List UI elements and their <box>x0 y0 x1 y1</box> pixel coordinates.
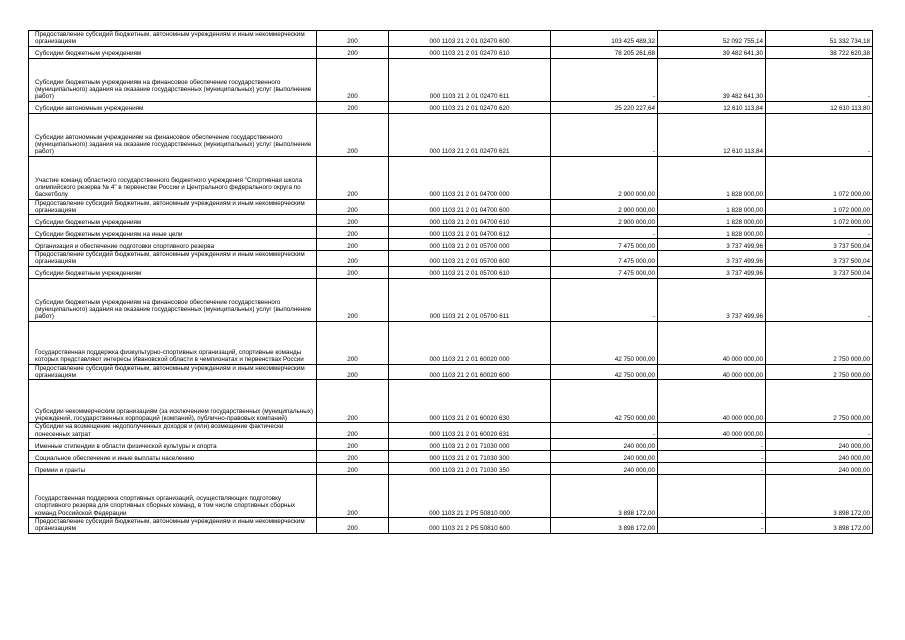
row-value-executed: - <box>658 517 766 533</box>
row-name: Именные стипендии в области физической культуры и спорта <box>29 438 317 450</box>
row-value-executed: 40 000 000,00 <box>658 321 766 364</box>
row-value-assigned: 240 000,00 <box>551 438 658 450</box>
row-name: Премии и гранты <box>29 462 317 474</box>
table-row <box>29 227 873 239</box>
table-row <box>29 156 873 199</box>
row-code: 200 <box>317 423 389 439</box>
row-value-executed: 40 000 000,00 <box>658 423 766 439</box>
row-code: 200 <box>317 321 389 364</box>
row-code: 200 <box>317 517 389 533</box>
row-value-assigned: - <box>551 58 658 101</box>
row-value-executed: 1 828 000,00 <box>658 156 766 199</box>
row-value-unexecuted: - <box>766 278 873 321</box>
table-row <box>29 215 873 227</box>
row-value-assigned: - <box>551 113 658 156</box>
row-value-unexecuted: - <box>766 227 873 239</box>
row-code: 200 <box>317 101 389 113</box>
row-value-executed: - <box>658 450 766 462</box>
row-name: Субсидии бюджетным учреждениям <box>29 266 317 278</box>
row-value-executed: 39 482 641,30 <box>658 46 766 58</box>
row-value-assigned: 240 000,00 <box>551 462 658 474</box>
table-row <box>29 278 873 321</box>
table-row <box>29 517 873 533</box>
row-value-assigned: - <box>551 227 658 239</box>
row-value-unexecuted: 2 750 000,00 <box>766 364 873 380</box>
table-row <box>29 450 873 462</box>
row-kbk: 000 1103 21 2 01 60020 631 <box>389 423 551 439</box>
row-code: 200 <box>317 438 389 450</box>
row-kbk: 000 1103 21 2 P5 50810 600 <box>389 517 551 533</box>
row-value-unexecuted: - <box>766 113 873 156</box>
row-value-assigned: 103 425 489,32 <box>551 31 658 47</box>
row-name: Предоставление субсидий бюджетным, автономным учреждениям и иным некоммерческим организациям <box>29 31 317 47</box>
row-value-executed: 3 737 499,96 <box>658 278 766 321</box>
row-value-executed: 3 737 499,96 <box>658 239 766 251</box>
row-code: 200 <box>317 239 389 251</box>
row-kbk: 000 1103 21 2 01 02470 620 <box>389 101 551 113</box>
row-code: 200 <box>317 450 389 462</box>
row-kbk: 000 1103 21 2 01 02470 621 <box>389 113 551 156</box>
row-code: 200 <box>317 380 389 423</box>
row-kbk: 000 1103 21 2 01 05700 610 <box>389 266 551 278</box>
row-kbk: 000 1103 21 2 01 04700 610 <box>389 215 551 227</box>
row-value-assigned: 2 900 000,00 <box>551 156 658 199</box>
row-name: Предоставление субсидий бюджетным, автономным учреждениям и иным некоммерческим организациям <box>29 199 317 215</box>
row-value-assigned: 7 475 000,00 <box>551 266 658 278</box>
row-value-executed: - <box>658 438 766 450</box>
table-row <box>29 101 873 113</box>
row-code: 200 <box>317 266 389 278</box>
row-kbk: 000 1103 21 2 01 05700 000 <box>389 239 551 251</box>
table-row <box>29 239 873 251</box>
row-code: 200 <box>317 278 389 321</box>
row-code: 200 <box>317 251 389 267</box>
row-name: Субсидии автономным учреждениям на финансовое обеспечение государственного (муниципального) задания на оказание государственных (муниципальных) услуг (выполнение работ) <box>29 113 317 156</box>
table-row <box>29 380 873 423</box>
row-value-executed: 40 000 000,00 <box>658 364 766 380</box>
row-code: 200 <box>317 113 389 156</box>
row-value-assigned: 2 900 000,00 <box>551 215 658 227</box>
row-value-executed: 1 828 000,00 <box>658 215 766 227</box>
row-kbk: 000 1103 21 2 01 02470 600 <box>389 31 551 47</box>
row-value-executed: 39 482 641,30 <box>658 58 766 101</box>
table-row <box>29 113 873 156</box>
row-value-assigned: 3 898 172,00 <box>551 517 658 533</box>
table-row <box>29 321 873 364</box>
row-kbk: 000 1103 21 2 01 04700 000 <box>389 156 551 199</box>
row-value-executed: - <box>658 462 766 474</box>
row-value-unexecuted: - <box>766 58 873 101</box>
row-kbk: 000 1103 21 2 01 60020 000 <box>389 321 551 364</box>
row-name: Государственная поддержка физкультурно-спортивных организаций, спортивные команды которых представляют интересы Ивановской области в чемпионатах и первенствах России <box>29 321 317 364</box>
row-value-unexecuted: 2 750 000,00 <box>766 321 873 364</box>
row-value-assigned: 42 750 000,00 <box>551 321 658 364</box>
row-value-unexecuted: 3 898 172,00 <box>766 474 873 517</box>
row-code: 200 <box>317 156 389 199</box>
row-value-assigned: 7 475 000,00 <box>551 251 658 267</box>
row-name: Участие команд областного государственного бюджетного учреждения "Спортивная школа олимпийского резерва № 4" в первенстве России и Центрального федерального округа по баскетболу <box>29 156 317 199</box>
row-value-assigned: 78 205 261,68 <box>551 46 658 58</box>
row-value-unexecuted: 12 610 113,80 <box>766 101 873 113</box>
row-value-executed: - <box>658 474 766 517</box>
row-name: Субсидии бюджетным учреждениям на финансовое обеспечение государственного (муниципального) задания на оказание государственных (муниципальных) услуг (выполнение работ) <box>29 278 317 321</box>
row-kbk: 000 1103 21 2 01 05700 600 <box>389 251 551 267</box>
row-value-assigned: 42 750 000,00 <box>551 380 658 423</box>
row-value-assigned: 25 220 227,64 <box>551 101 658 113</box>
row-kbk: 000 1103 21 2 P5 50810 000 <box>389 474 551 517</box>
row-value-unexecuted: 2 750 000,00 <box>766 380 873 423</box>
row-value-unexecuted: 3 898 172,00 <box>766 517 873 533</box>
table-row <box>29 423 873 439</box>
budget-table-sheet <box>28 30 873 534</box>
table-row <box>29 462 873 474</box>
budget-table-body <box>29 31 873 534</box>
row-code: 200 <box>317 199 389 215</box>
row-value-unexecuted: 1 072 000,00 <box>766 199 873 215</box>
row-value-unexecuted: 1 072 000,00 <box>766 215 873 227</box>
row-code: 200 <box>317 58 389 101</box>
table-row <box>29 251 873 267</box>
row-value-unexecuted: 51 332 734,18 <box>766 31 873 47</box>
row-name: Субсидии некоммерческим организациям (за исключением государственных (муниципальных) учреждений, государственных корпораций (компаний), публично-правовых компаний) <box>29 380 317 423</box>
table-row <box>29 31 873 47</box>
row-kbk: 000 1103 21 2 01 02470 610 <box>389 46 551 58</box>
row-value-unexecuted: 3 737 500,04 <box>766 239 873 251</box>
row-name: Государственная поддержка спортивных организаций, осуществляющих подготовку спортивного резерва для спортивных сборных команд, в том числе спортивных сборных команд Российской Федерации <box>29 474 317 517</box>
row-value-unexecuted: 240 000,00 <box>766 438 873 450</box>
table-row <box>29 474 873 517</box>
row-kbk: 000 1103 21 2 01 05700 611 <box>389 278 551 321</box>
row-value-executed: 52 092 755,14 <box>658 31 766 47</box>
row-value-executed: 1 828 000,00 <box>658 199 766 215</box>
row-value-executed: 12 610 113,84 <box>658 101 766 113</box>
table-row <box>29 58 873 101</box>
row-value-unexecuted: 240 000,00 <box>766 462 873 474</box>
row-value-assigned: 7 475 000,00 <box>551 239 658 251</box>
row-kbk: 000 1103 21 2 01 60020 630 <box>389 380 551 423</box>
row-value-executed: 3 737 499,96 <box>658 266 766 278</box>
row-value-unexecuted: 240 000,00 <box>766 450 873 462</box>
row-value-assigned: 42 750 000,00 <box>551 364 658 380</box>
row-kbk: 000 1103 21 2 01 60020 600 <box>389 364 551 380</box>
row-code: 200 <box>317 474 389 517</box>
row-value-unexecuted: 3 737 500,04 <box>766 266 873 278</box>
row-name: Субсидии автономным учреждениям <box>29 101 317 113</box>
row-name: Социальное обеспечение и иные выплаты населению <box>29 450 317 462</box>
row-name: Субсидии бюджетным учреждениям на финансовое обеспечение государственного (муниципального) задания на оказание государственных (муниципальных) услуг (выполнение работ) <box>29 58 317 101</box>
row-name: Предоставление субсидий бюджетным, автономным учреждениям и иным некоммерческим организациям <box>29 517 317 533</box>
row-name: Субсидии бюджетным учреждениям <box>29 215 317 227</box>
row-kbk: 000 1103 21 2 01 04700 612 <box>389 227 551 239</box>
row-value-assigned: - <box>551 423 658 439</box>
row-value-assigned: 3 898 172,00 <box>551 474 658 517</box>
row-code: 200 <box>317 46 389 58</box>
table-row <box>29 199 873 215</box>
row-value-unexecuted: 3 737 500,04 <box>766 251 873 267</box>
row-code: 200 <box>317 364 389 380</box>
row-code: 200 <box>317 462 389 474</box>
row-value-unexecuted: 38 722 620,38 <box>766 46 873 58</box>
row-kbk: 000 1103 21 2 01 71030 000 <box>389 438 551 450</box>
row-code: 200 <box>317 215 389 227</box>
row-kbk: 000 1103 21 2 01 71030 350 <box>389 462 551 474</box>
row-value-assigned: 240 000,00 <box>551 450 658 462</box>
row-value-executed: 40 000 000,00 <box>658 380 766 423</box>
row-value-assigned: 2 900 000,00 <box>551 199 658 215</box>
row-kbk: 000 1103 21 2 01 71030 300 <box>389 450 551 462</box>
table-row <box>29 266 873 278</box>
row-name: Субсидии на возмещение недополученных доходов и (или) возмещение фактически понесенных затрат <box>29 423 317 439</box>
table-row <box>29 364 873 380</box>
row-kbk: 000 1103 21 2 01 02470 611 <box>389 58 551 101</box>
row-value-assigned: - <box>551 278 658 321</box>
row-kbk: 000 1103 21 2 01 04700 600 <box>389 199 551 215</box>
table-row <box>29 438 873 450</box>
row-name: Организация и обеспечение подготовки спортивного резерва <box>29 239 317 251</box>
row-name: Субсидии бюджетным учреждениям <box>29 46 317 58</box>
row-name: Предоставление субсидий бюджетным, автономным учреждениям и иным некоммерческим организациям <box>29 251 317 267</box>
row-value-unexecuted: 1 072 000,00 <box>766 156 873 199</box>
row-name: Субсидии бюджетным учреждениям на иные цели <box>29 227 317 239</box>
row-value-unexecuted: - <box>766 423 873 439</box>
budget-table <box>28 30 873 534</box>
row-code: 200 <box>317 227 389 239</box>
table-row <box>29 46 873 58</box>
row-code: 200 <box>317 31 389 47</box>
row-name: Предоставление субсидий бюджетным, автономным учреждениям и иным некоммерческим организациям <box>29 364 317 380</box>
row-value-executed: 3 737 499,96 <box>658 251 766 267</box>
row-value-executed: 1 828 000,00 <box>658 227 766 239</box>
row-value-executed: 12 610 113,84 <box>658 113 766 156</box>
